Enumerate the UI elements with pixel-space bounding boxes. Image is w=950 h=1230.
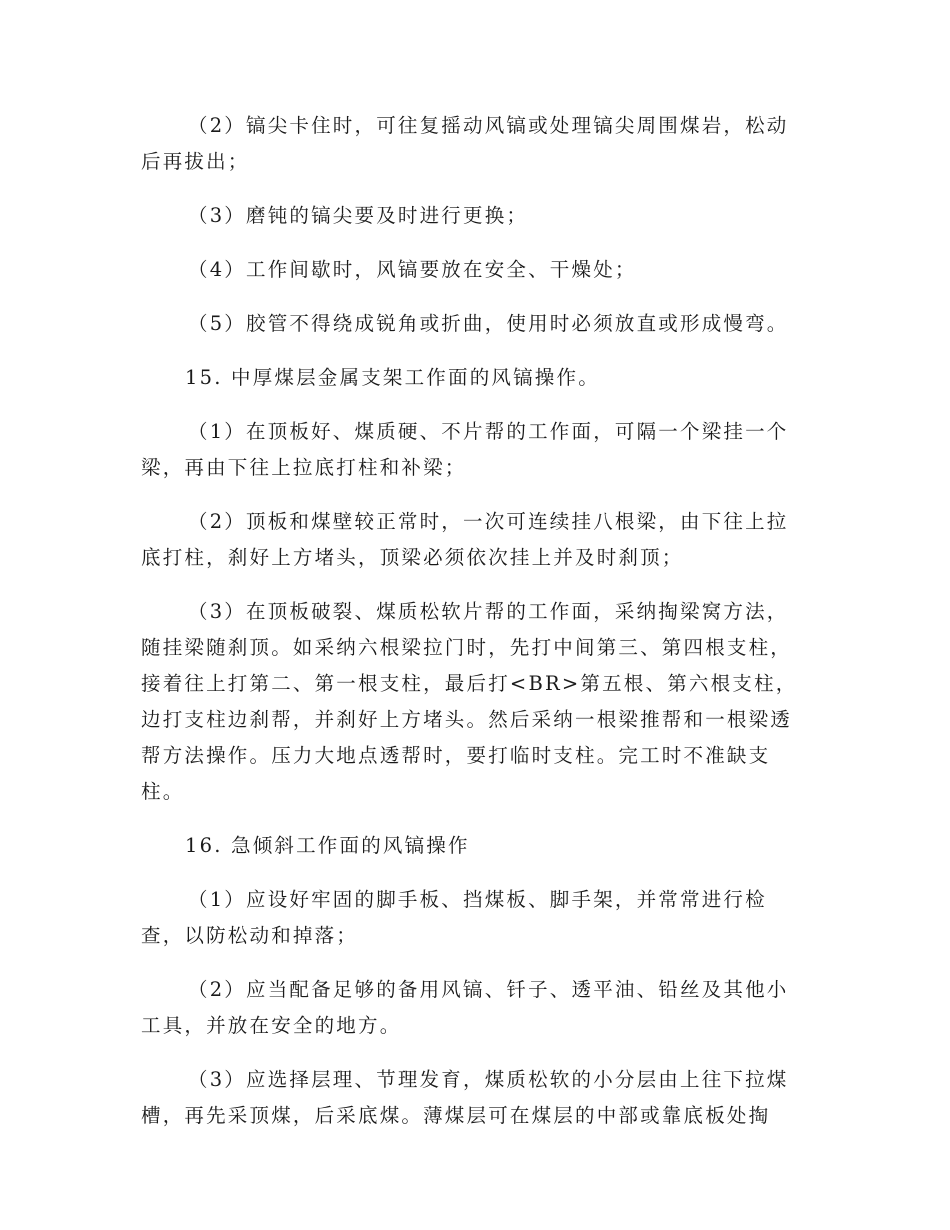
document-body xyxy=(141,108,809,1152)
paragraph-15-step-2: （2）顶板和煤壁较正常时，一次可连续挂八根梁，由下往上拉底打柱，刹好上方堵头，顶梁必须依次挂上并及时刹顶； xyxy=(141,510,789,569)
paragraph-16-step-2: （2）应当配备足够的备用风镐、钎子、透平油、铅丝及其他小工具，并放在安全的地方。 xyxy=(141,978,789,1037)
section-heading-15: 15. 中厚煤层金属支架工作面的风镐操作。 xyxy=(185,366,600,389)
paragraph-step-4-break-storage: （4）工作间歇时，风镐要放在安全、干燥处； xyxy=(188,258,637,281)
paragraph-16-step-1: （1）应设好牢固的脚手板、挡煤板、脚手架，并常常进行检查，以防松动和掉落； xyxy=(141,888,767,947)
section-heading-16: 16. 急倾斜工作面的风镐操作 xyxy=(185,834,470,857)
paragraph-step-3-replace-pick: （3）磨钝的镐尖要及时进行更换； xyxy=(188,204,529,227)
paragraph-step-5-hose: （5）胶管不得绕成锐角或折曲，使用时必须放直或形成慢弯。 xyxy=(188,312,789,335)
paragraph-15-step-1: （1）在顶板好、煤质硬、不片帮的工作面，可隔一个梁挂一个梁，再由下往上拉底打柱和补梁； xyxy=(141,420,789,479)
paragraph-15-step-3: （3）在顶板破裂、煤质松软片帮的工作面，采纳掏梁窝方法，随挂梁随刹顶。如采纳六根梁拉门时，先打中间第三、第四根支柱，接着往上打第二、第一根支柱，最后打<BR>第五根、第六根支柱，边打支柱边刹帮，并刹好上方堵头。然后采纳一根梁推帮和一根梁透帮方法操作。压力大地点透帮时，要打临时支柱。完工时不准缺支柱。 xyxy=(141,600,798,803)
paragraph-step-2-stuck-pick: （2）镐尖卡住时，可往复摇动风镐或处理镐尖周围煤岩，松动后再拔出； xyxy=(141,114,789,173)
paragraph-16-step-3: （3）应选择层理、节理发育，煤质松软的小分层由上往下拉煤槽，再先采顶煤，后采底煤。薄煤层可在煤层的中部或靠底板处掏 xyxy=(141,1068,789,1127)
